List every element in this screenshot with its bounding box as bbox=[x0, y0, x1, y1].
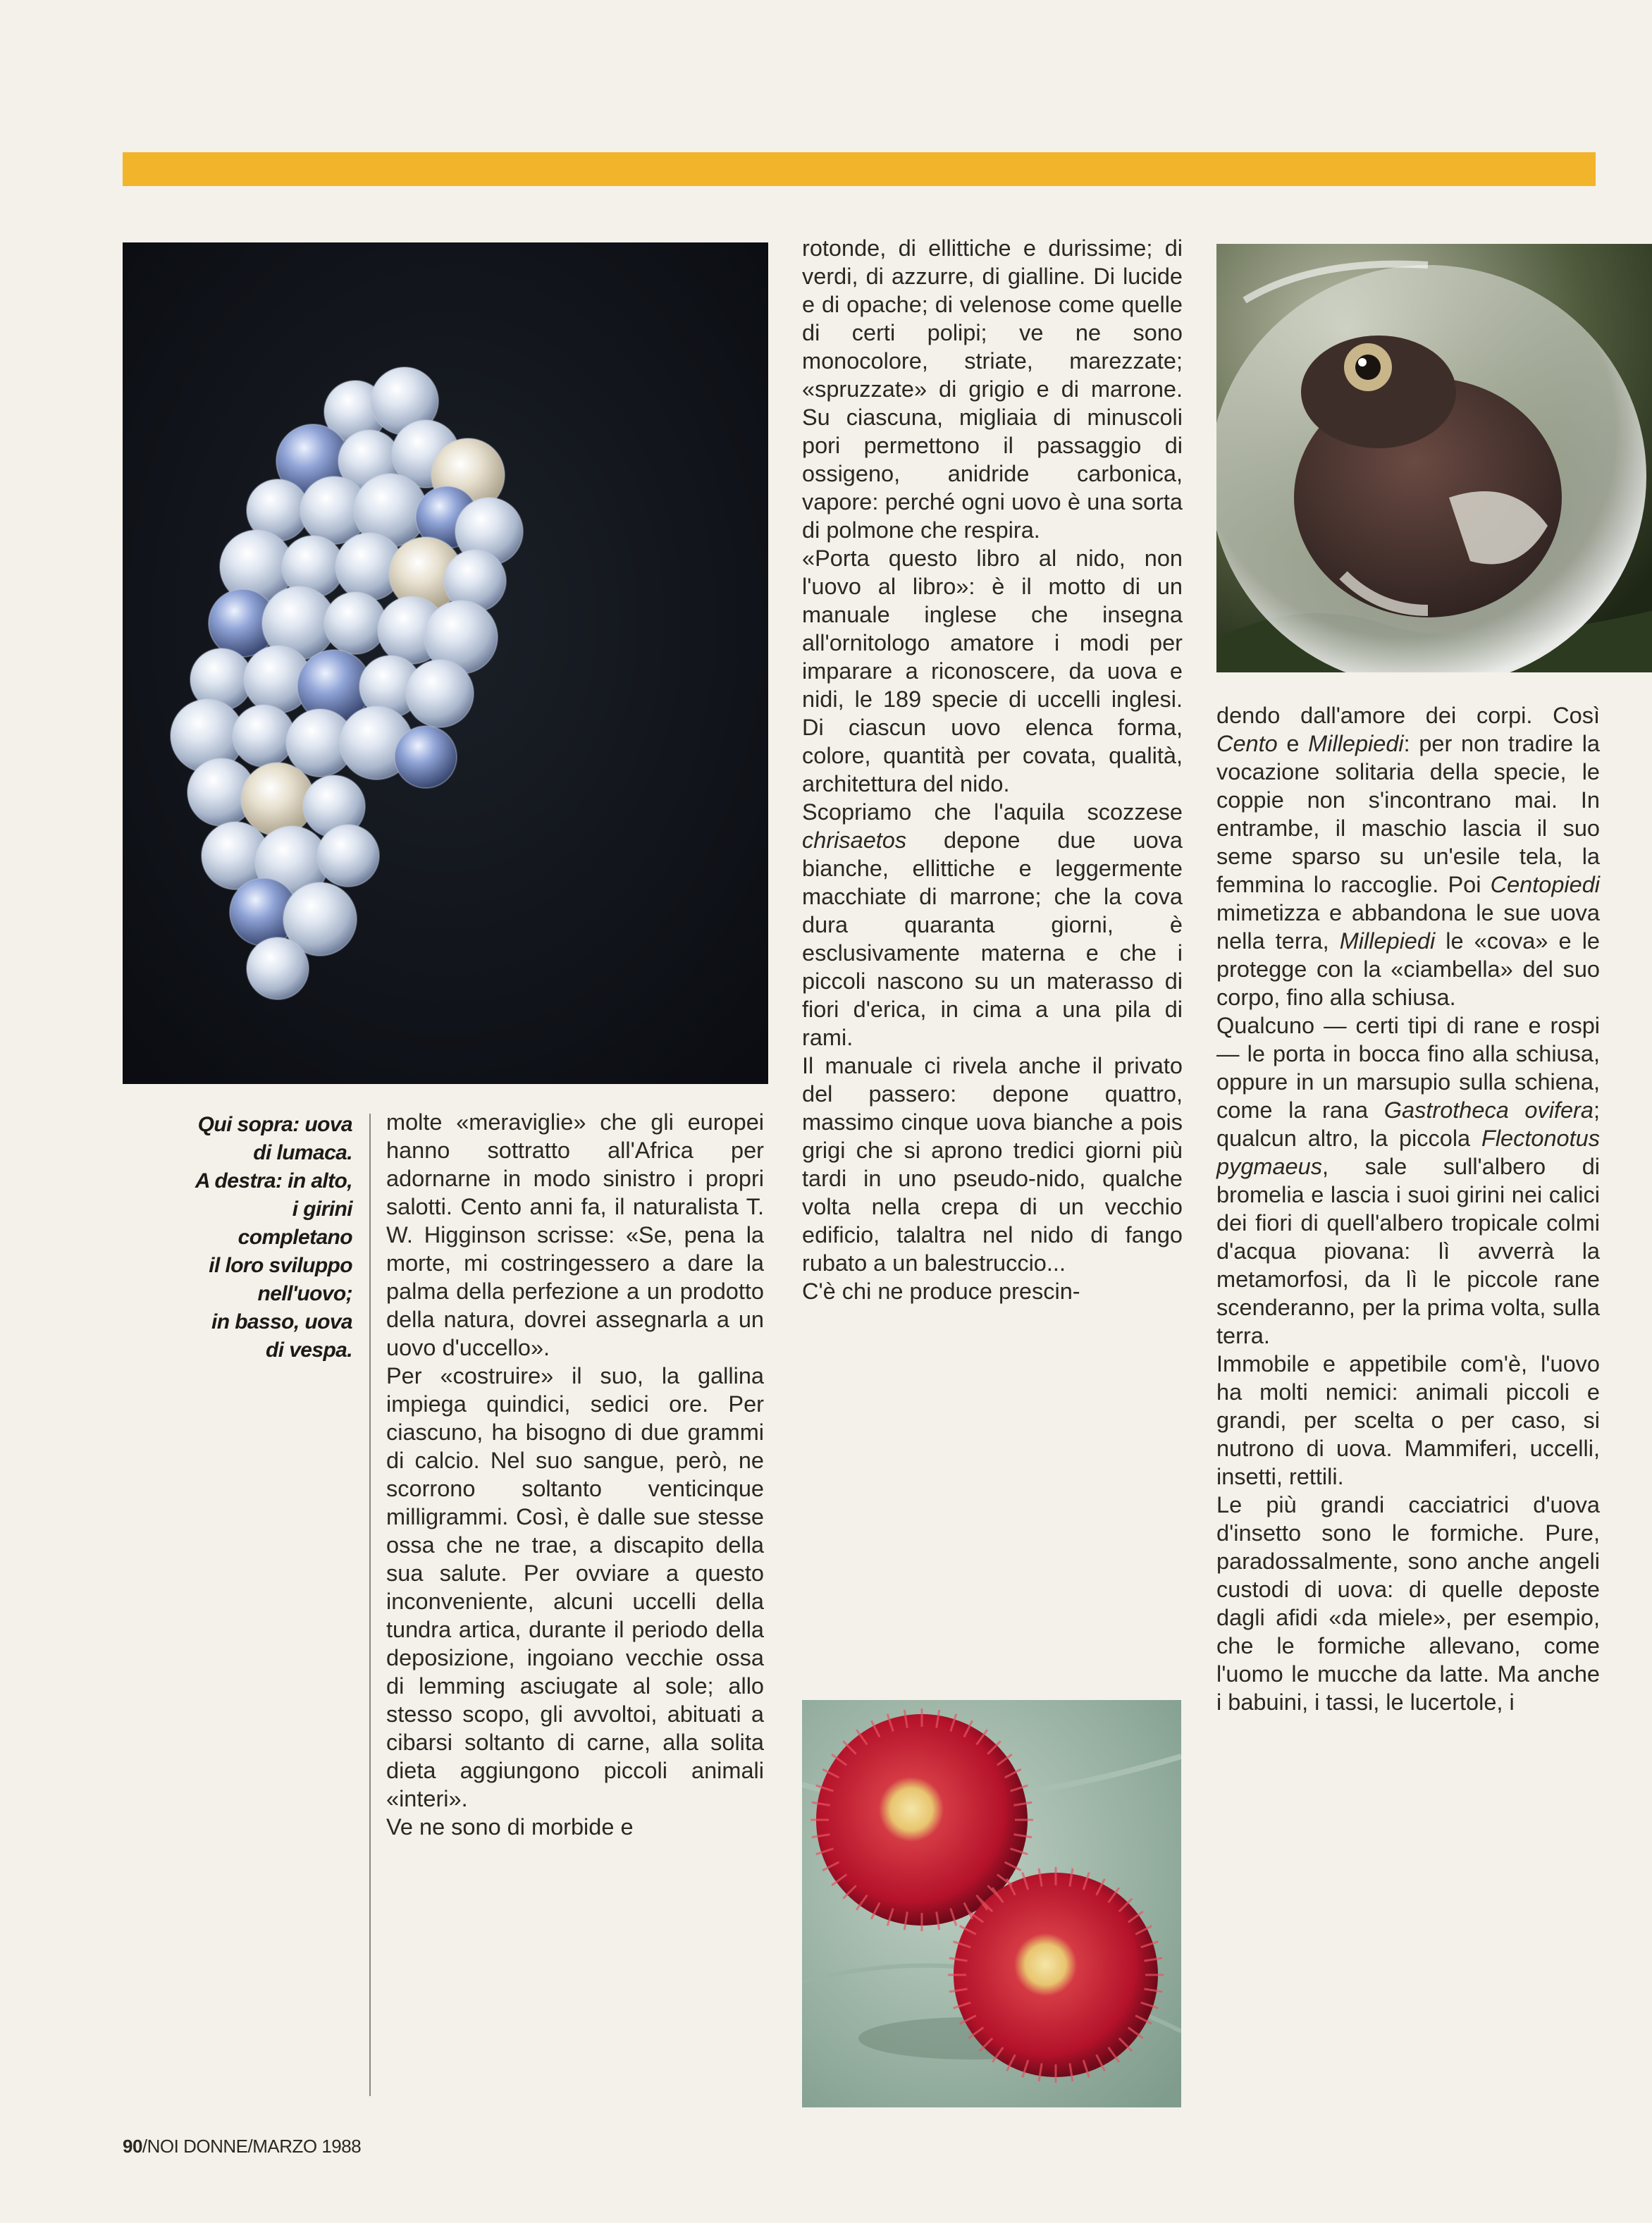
paragraph bbox=[1216, 1350, 1600, 1491]
egg-shape bbox=[395, 726, 457, 788]
text-run: molte «meraviglie» che gli europei hanno sottratto all'Africa per adornarne in modo sinistro i propri salotti. Cento anni fa, il naturalista T. W. Higginson scrisse: «Se, pena la morte, mi costringessero a dare la palma della perfezione a un prodotto della natura, dovrei assegnarla a un uovo d'uccello». bbox=[386, 1109, 764, 1360]
italic-term: Millepiedi bbox=[1308, 731, 1404, 756]
caption-line: A destra: in alto, bbox=[195, 1169, 352, 1193]
italic-term: chrisaetos bbox=[802, 827, 907, 853]
egg-shape bbox=[247, 937, 309, 999]
text-run: «Porta questo libro al nido, non l'uovo al libro»: è il motto di un manuale inglese che insegna all'ornitologo amatore i modi per imparare a riconoscere, da uova e nidi, le 189 specie di uccelli inglesi. Di ciascun uovo elenca forma, colore, quantità per covata, qualità, architettura del nido. bbox=[802, 546, 1183, 796]
publication-info: /NOI DONNE/MARZO 1988 bbox=[142, 2136, 362, 2157]
text-column-2 bbox=[802, 234, 1183, 1305]
photo-caption bbox=[127, 1111, 352, 1365]
egg-shape bbox=[324, 592, 386, 654]
paragraph bbox=[802, 1052, 1183, 1277]
caption-line: Qui sopra: uova bbox=[197, 1113, 352, 1136]
egg-shape bbox=[233, 705, 295, 767]
paragraph bbox=[1216, 701, 1600, 1011]
caption-line: completano bbox=[238, 1226, 352, 1249]
text-run: ; qualcun altro, la piccola bbox=[1216, 1097, 1600, 1151]
italic-term: Millepiedi bbox=[1339, 928, 1436, 954]
caption-line: in basso, uova bbox=[211, 1310, 352, 1334]
text-run: rotonde, di ellittiche e durissime; di verdi, di azzurre, di gialline. Di lucide e di opache; di velenose come quelle di certi polipi; ve ne sono monocolore, striate, marezzate; «spruzzate» di grigio e di marrone. Su ciascuna, migliaia di minuscoli pori permettono il passaggio di ossigeno, anidride carbonica, vapore: perché ogni uovo è una sorta di polmone che respira. bbox=[802, 235, 1183, 543]
paragraph bbox=[386, 1813, 764, 1841]
paragraph bbox=[802, 798, 1183, 1052]
text-run: : per non tradire la vocazione solitaria della specie, le coppie non s'incontrano mai. In entrambe, il maschio lascia il suo seme sparso su un'esile tela, la femmina lo raccoglie. Poi bbox=[1216, 731, 1601, 897]
snail-eggs-photo bbox=[123, 242, 768, 1084]
text-run: mimetizza e abbandona le sue uova nella terra, bbox=[1216, 900, 1600, 954]
italic-term: Cento bbox=[1216, 731, 1278, 756]
text-run: Le più grandi cacciatrici d'uova d'insetto sono le formiche. Pure, paradossalmente, sono anche angeli custodi di uova: di quelle deposte dagli afidi «da miele», per esempio, che le formiche allevano, come l'uomo le mucche da latte. Ma anche i babuini, i tassi, le lucertole, i bbox=[1216, 1492, 1600, 1715]
text-run: dendo dall'amore dei corpi. Così bbox=[1216, 703, 1600, 728]
italic-term: Centopiedi bbox=[1490, 872, 1600, 897]
page-footer bbox=[123, 2136, 361, 2157]
paragraph bbox=[386, 1362, 764, 1813]
paragraph bbox=[802, 234, 1183, 544]
egg-shape bbox=[317, 825, 379, 887]
text-run: Qualcuno — certi tipi di rane e rospi — le porta in bocca fino alla schiusa, oppure in un marsupio sulla schiena, come la rana bbox=[1216, 1013, 1600, 1123]
text-run: Ve ne sono di morbide e bbox=[386, 1814, 634, 1840]
text-run: Il manuale ci rivela anche il privato del passero: depone quattro, massimo cinque uova bianche a pois grigi che si aprono tredici giorni più tardi in uno pseudo-nido, qualche volta nella crepa di un vecchio edificio, talaltra nel nido di fango rubato a un balestruccio... bbox=[802, 1053, 1183, 1276]
text-column-3 bbox=[1216, 701, 1600, 1716]
text-run: depone due uova bianche, ellittiche e leggermente macchiate di marrone; che la cova dura quaranta giorni, è esclusivamente materna e che i piccoli nascono su un materasso di fiori d'erica, in cima a una pila di rami. bbox=[802, 827, 1183, 1050]
caption-line: il loro sviluppo bbox=[209, 1254, 352, 1277]
text-run: , sale sull'albero di bromelia e lascia i suoi girini nei calici dei fiori di quell'albero tropicale colmi d'acqua piovana: lì avverrà la metamorfosi, da lì le piccole rane scenderanno, per la prima volta, sulla terra. bbox=[1216, 1154, 1600, 1348]
caption-line: i girini bbox=[292, 1197, 352, 1221]
column-divider bbox=[369, 1114, 371, 2096]
header-color-band bbox=[123, 152, 1596, 186]
text-run: le «cova» e le protegge con la «ciambella» del suo corpo, fino alla schiusa. bbox=[1216, 928, 1600, 1010]
paragraph bbox=[802, 544, 1183, 798]
paragraph bbox=[386, 1108, 764, 1362]
italic-term: Gastrotheca ovifera bbox=[1383, 1097, 1594, 1123]
italic-term: Flectonotus pygmaeus bbox=[1216, 1126, 1600, 1179]
page-number: 90 bbox=[123, 2136, 142, 2157]
text-run: Per «costruire» il suo, la gallina impiega quindici, sedici ore. Per ciascuno, ha bisogno di due grammi di calcio. Nel suo sangue, però, ne scorrono soltanto venticinque milligrammi. Così, è dalle sue stesse ossa che ne trae, a discapito della sua salute. Per ovviare a questo inconveniente, alcuni uccelli della tundra artica, durante il periodo della deposizione, ingoiano vecchie ossa di lemming asciugate al sole; allo stesso scopo, gli avvoltoi, abituati a cibarsi soltanto di carne, alla solita dieta aggiungono piccoli animali «interi». bbox=[386, 1363, 764, 1811]
text-run: Immobile e appetibile com'è, l'uovo ha molti nemici: animali piccoli e grandi, per scelta o per caso, si nutrono di uova. Mammiferi, uccelli, insetti, rettili. bbox=[1216, 1351, 1600, 1489]
wasp-eggs-photo bbox=[802, 1700, 1181, 2107]
paragraph bbox=[1216, 1491, 1600, 1716]
paragraph bbox=[802, 1277, 1183, 1305]
text-run: e bbox=[1277, 731, 1309, 756]
caption-line: di vespa. bbox=[266, 1338, 352, 1362]
caption-line: di lumaca. bbox=[253, 1141, 352, 1164]
paragraph bbox=[1216, 1011, 1600, 1350]
caption-line: nell'uovo; bbox=[257, 1282, 352, 1305]
tadpole-in-egg-photo bbox=[1216, 244, 1652, 672]
egg-shape bbox=[406, 660, 474, 727]
text-run: Scopriamo che l'aquila scozzese bbox=[802, 799, 1183, 825]
text-column-1 bbox=[386, 1108, 764, 1841]
text-run: C'è chi ne produce prescin- bbox=[802, 1279, 1080, 1304]
